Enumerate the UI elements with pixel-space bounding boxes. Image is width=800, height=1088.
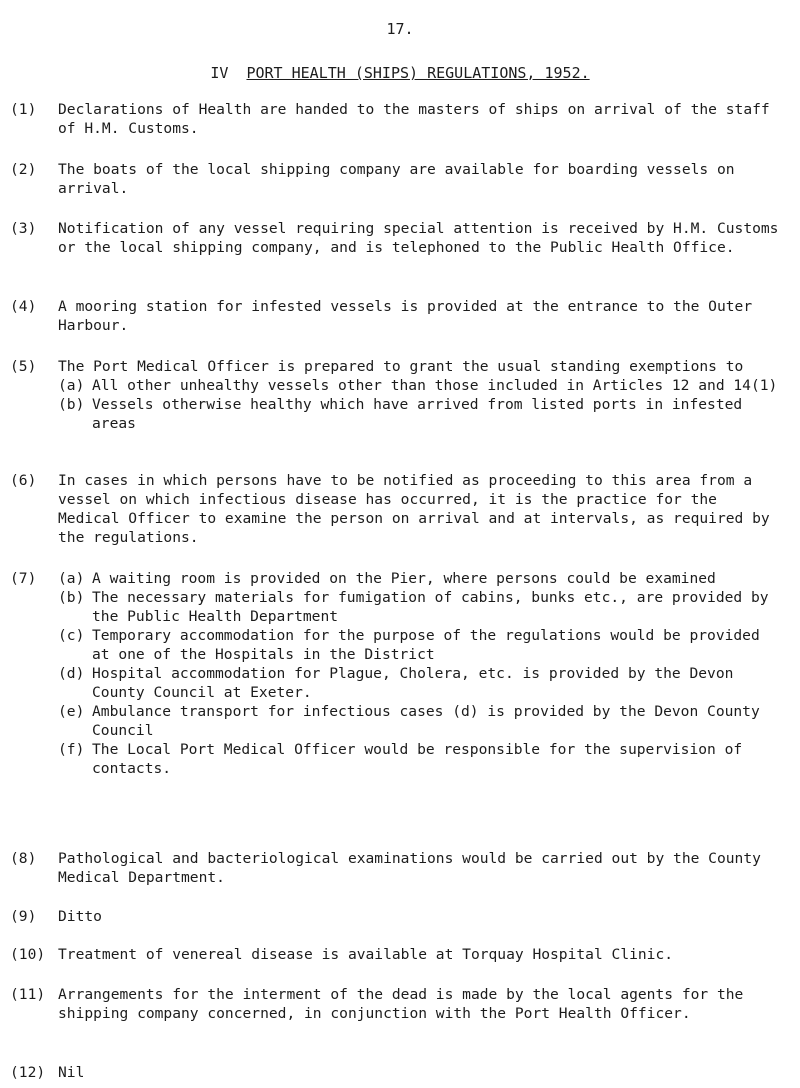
item-number: (3) [10,220,37,237]
item-number: (8) [10,850,37,867]
sub-item-text: Hospital accommodation for Plague, Cholera, etc. is provided by the Devon County Council at Exeter. [92,665,743,701]
sub-item-text: Vessels otherwise healthy which have arrived from listed ports in infested areas [92,396,751,432]
item-number: (6) [10,472,37,489]
regulation-item-12 [10,1063,790,1082]
sub-item [58,376,786,395]
section-heading [0,64,800,83]
regulation-item-8 [10,849,790,887]
regulation-item-1 [10,100,790,138]
sub-item-text: A waiting room is provided on the Pier, where persons could be examined [92,570,716,587]
item-number: (2) [10,161,37,178]
regulation-item-7 [10,569,790,778]
sub-item [58,664,786,702]
sub-item-text: The necessary materials for fumigation of cabins, bunks etc., are provided by the Public Health Department [92,589,778,625]
item-text: Pathological and bacteriological examinations would be carried out by the County Medical Department. [58,850,770,886]
sub-item-text: Temporary accommodation for the purpose of the regulations would be provided at one of the Hospitals in the District [92,627,769,663]
sub-item-label: (b) [58,396,85,413]
sub-item-text: Ambulance transport for infectious cases (d) is provided by the Devon County Council [92,703,769,739]
item-text: Declarations of Health are handed to the masters of ships on arrival of the staff of H.M. Customs. [58,101,779,137]
regulation-item-2 [10,160,790,198]
sub-item-label: (b) [58,589,85,606]
sub-item-label: (e) [58,703,85,720]
item-number: (9) [10,908,37,925]
section-numeral: IV [210,64,229,82]
regulation-item-3 [10,219,790,257]
sub-item [58,626,786,664]
regulation-item-4 [10,297,790,335]
item-text: Treatment of venereal disease is available at Torquay Hospital Clinic. [58,946,674,963]
item-text: Ditto [58,908,102,925]
page-number: 17. [386,20,414,38]
regulation-item-5 [10,357,790,433]
sub-item-label: (d) [58,665,85,682]
sub-item [58,395,786,433]
regulation-item-9 [10,907,790,926]
item-text: Nil [58,1064,85,1081]
regulation-item-10 [10,945,790,964]
item-text: The Port Medical Officer is prepared to grant the usual standing exemptions to [58,358,744,375]
sub-item-label: (f) [58,741,85,758]
item-text: Notification of any vessel requiring special attention is received by H.M. Customs or the local shipping company, and is telephoned to the Public Health Office. [58,220,788,256]
sub-item-text: The Local Port Medical Officer would be responsible for the supervision of contacts. [92,741,751,777]
sub-item [58,740,786,778]
regulation-item-11 [10,985,790,1023]
item-number: (7) [10,570,37,587]
item-text: The boats of the local shipping company are available for boarding vessels on arrival. [58,161,744,197]
sub-item-label: (c) [58,627,85,644]
sub-item-label: (a) [58,570,85,587]
item-number: (10) [10,946,46,963]
sub-item-label: (a) [58,377,85,394]
item-number: (11) [10,986,46,1003]
sub-item [58,588,786,626]
item-text: Arrangements for the interment of the dead is made by the local agents for the shipping company concerned, in conjunction with the Port Health Officer. [58,986,753,1022]
sub-item-text: All other unhealthy vessels other than those included in Articles 12 and 14(1) [92,377,778,394]
item-number: (1) [10,101,37,118]
item-number: (12) [10,1064,46,1081]
item-text: A mooring station for infested vessels is provided at the entrance to the Outer Harbour. [58,298,761,334]
item-number: (4) [10,298,37,315]
sub-item [58,569,786,588]
section-title: PORT HEALTH (SHIPS) REGULATIONS, 1952. [246,64,590,82]
regulation-item-6 [10,471,790,547]
item-text: In cases in which persons have to be notified as proceeding to this area from a vessel on which infectious disease has occurred, it is the practice for the Medical Officer to examine the person on arrival and at intervals, as required by the regulations. [58,472,779,546]
item-number: (5) [10,358,37,375]
sub-item [58,702,786,740]
